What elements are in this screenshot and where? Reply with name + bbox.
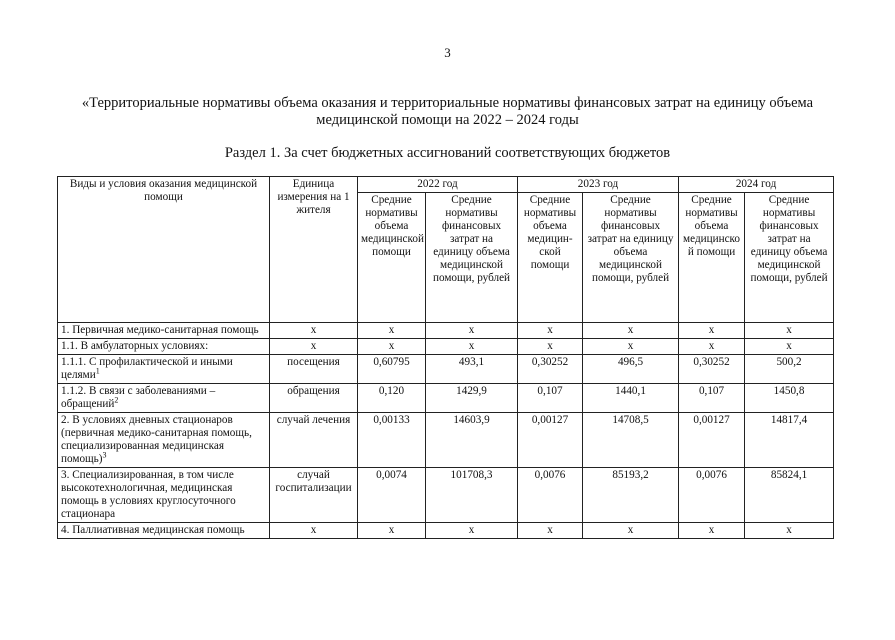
cost-2022-cell: 1429,9 — [426, 384, 518, 413]
volume-2024-cell: 0,00127 — [679, 413, 745, 468]
volume-2023-cell: 0,0076 — [518, 468, 583, 523]
row-name-cell — [58, 355, 270, 384]
table-row — [58, 523, 834, 539]
cost-2024-cell: 500,2 — [745, 355, 834, 384]
subheader-2022-volume: Средние нормативы объема медицинской помощи — [358, 193, 426, 323]
norms-table — [57, 176, 834, 539]
unit-cell: х — [270, 323, 358, 339]
table-row — [58, 339, 834, 355]
row-name: 4. Паллиативная медицинская помощь — [61, 524, 245, 536]
subheader-2024-volume: Средние нормативы объема медицинско й помощи — [679, 193, 745, 323]
subheader-2024-cost: Средние нормативы финансовых затрат на единицу объема медицинской помощи, рублей — [745, 193, 834, 323]
row-name: 1. Первичная медико-санитарная помощь — [61, 324, 259, 336]
row-name: 1.1.1. С профилактической и иными целями — [61, 356, 233, 381]
volume-2024-cell: х — [679, 339, 745, 355]
row-name-cell — [58, 323, 270, 339]
cost-2024-cell: 1450,8 — [745, 384, 834, 413]
cost-2022-cell: х — [426, 323, 518, 339]
volume-2024-cell: х — [679, 523, 745, 539]
unit-cell: х — [270, 339, 358, 355]
volume-2022-cell: х — [358, 339, 426, 355]
volume-2022-cell: х — [358, 323, 426, 339]
row-name: 3. Специализированная, в том числе высокотехнологичная, медицинская помощь в условиях круглосуточного стационара — [61, 469, 236, 520]
header-year-2023: 2023 год — [518, 177, 679, 193]
page-number: 3 — [444, 45, 451, 60]
row-name-cell — [58, 384, 270, 413]
footnote-marker: 3 — [102, 450, 107, 460]
cost-2024-cell: 14817,4 — [745, 413, 834, 468]
cost-2024-cell: 85824,1 — [745, 468, 834, 523]
cost-2022-cell: 493,1 — [426, 355, 518, 384]
cost-2022-cell: 14603,9 — [426, 413, 518, 468]
unit-cell: посещения — [270, 355, 358, 384]
header-type: Виды и условия оказания медицинской помощи — [58, 177, 270, 323]
volume-2022-cell: 0,0074 — [358, 468, 426, 523]
volume-2024-cell: 0,30252 — [679, 355, 745, 384]
volume-2024-cell: 0,107 — [679, 384, 745, 413]
footnote-marker: 2 — [114, 395, 119, 405]
unit-cell: обращения — [270, 384, 358, 413]
table-header-row — [58, 177, 834, 193]
volume-2023-cell: х — [518, 523, 583, 539]
cost-2024-cell: х — [745, 339, 834, 355]
row-name: 1.1. В амбулаторных условиях: — [61, 340, 209, 352]
unit-cell: случай лечения — [270, 413, 358, 468]
header-year-2024: 2024 год — [679, 177, 834, 193]
cost-2023-cell: 1440,1 — [583, 384, 679, 413]
cost-2022-cell: х — [426, 339, 518, 355]
cost-2023-cell: х — [583, 339, 679, 355]
table-row — [58, 323, 834, 339]
table-row — [58, 413, 834, 468]
row-name: 2. В условиях дневных стационаров (первичная медико-санитарная помощь, специализированная медицинская помощь) — [61, 414, 252, 465]
cost-2023-cell: 14708,5 — [583, 413, 679, 468]
row-name-cell — [58, 523, 270, 539]
volume-2023-cell: 0,30252 — [518, 355, 583, 384]
document-title: «Территориальные нормативы объема оказания и территориальные нормативы финансовых затрат на единицу объема медицинской помощи на 2022 – 2024 годы — [81, 95, 814, 128]
volume-2023-cell: х — [518, 323, 583, 339]
volume-2023-cell: х — [518, 339, 583, 355]
row-name-cell — [58, 413, 270, 468]
unit-cell: х — [270, 523, 358, 539]
section-title: Раздел 1. За счет бюджетных ассигнований соответствующих бюджетов — [224, 145, 671, 161]
cost-2023-cell: 85193,2 — [583, 468, 679, 523]
header-year-2022: 2022 год — [358, 177, 518, 193]
volume-2024-cell: х — [679, 323, 745, 339]
cost-2023-cell: 496,5 — [583, 355, 679, 384]
cost-2023-cell: х — [583, 323, 679, 339]
table-row — [58, 355, 834, 384]
subheader-2023-cost: Средние нормативы финансовых затрат на единицу объема медицинской помощи, рублей — [583, 193, 679, 323]
volume-2023-cell: 0,107 — [518, 384, 583, 413]
row-name-cell — [58, 468, 270, 523]
volume-2022-cell: 0,00133 — [358, 413, 426, 468]
header-unit: Единица измерения на 1 жителя — [270, 177, 358, 323]
row-name-cell — [58, 339, 270, 355]
footnote-marker: 1 — [95, 366, 100, 376]
unit-cell: случай госпитализации — [270, 468, 358, 523]
subheader-2023-volume: Средние нормативы объема медицин-ской помощи — [518, 193, 583, 323]
cost-2022-cell: х — [426, 523, 518, 539]
volume-2022-cell: х — [358, 523, 426, 539]
cost-2022-cell: 101708,3 — [426, 468, 518, 523]
row-name: 1.1.2. В связи с заболеваниями – обращений — [61, 385, 216, 410]
subheader-2022-cost: Средние нормативы финансовых затрат на единицу объема медицинской помощи, рублей — [426, 193, 518, 323]
table-row — [58, 468, 834, 523]
volume-2022-cell: 0,120 — [358, 384, 426, 413]
cost-2024-cell: х — [745, 323, 834, 339]
volume-2022-cell: 0,60795 — [358, 355, 426, 384]
volume-2023-cell: 0,00127 — [518, 413, 583, 468]
cost-2023-cell: х — [583, 523, 679, 539]
cost-2024-cell: х — [745, 523, 834, 539]
table-row — [58, 384, 834, 413]
volume-2024-cell: 0,0076 — [679, 468, 745, 523]
